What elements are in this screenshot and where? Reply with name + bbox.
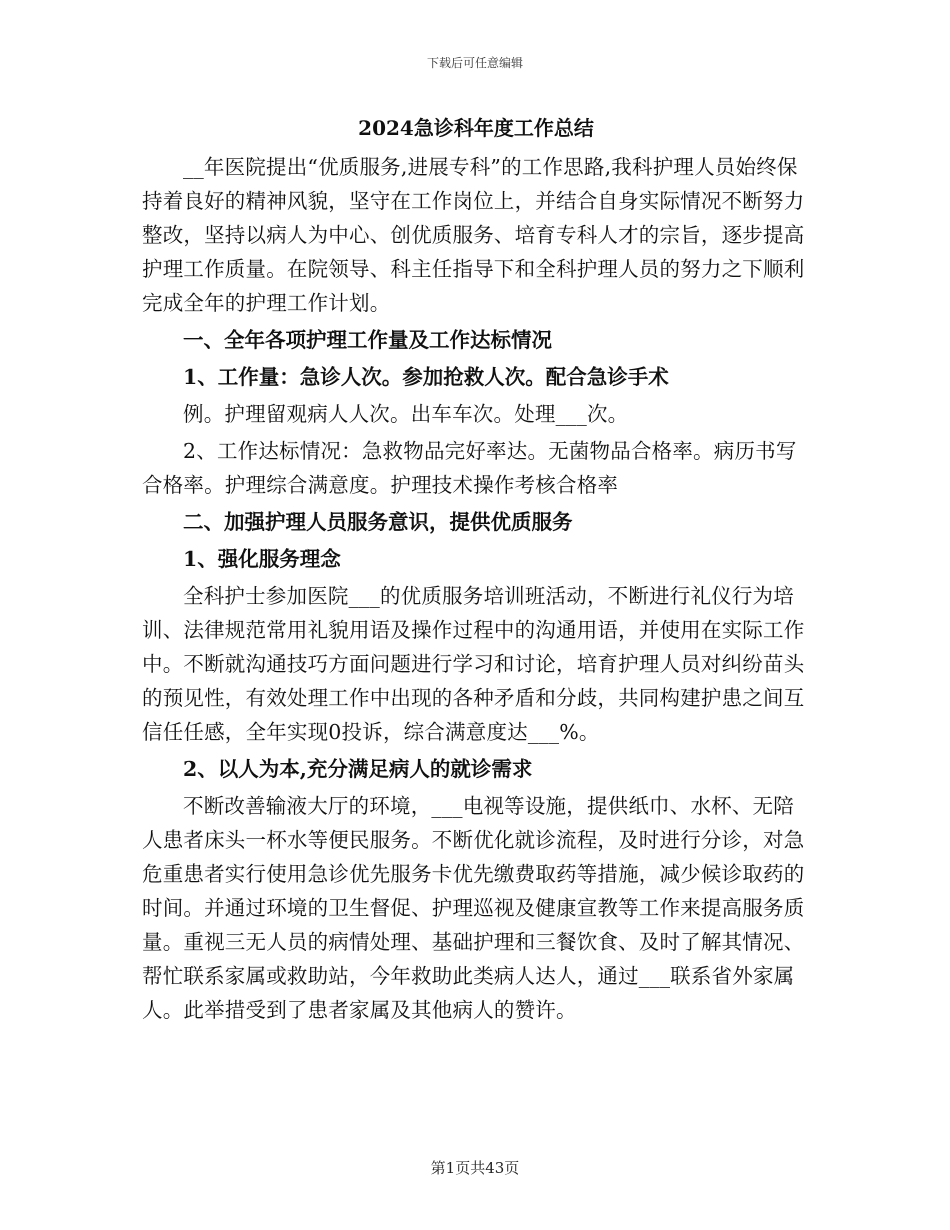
page-footer: 第1页共43页 <box>430 1159 520 1177</box>
paragraph-workload-cont: 例。护理留观病人人次。出车车次。处理___次。 <box>183 402 629 426</box>
section-heading-2: 二、加强护理人员服务意识，提供优质服务 <box>183 510 573 534</box>
paragraph-service-training: 全科护士参加医院___的优质服务培训班活动，不断进行礼仪行为培训、法律规范常用礼貌用语及操作过程中的沟通用语，并使用在实际工作中。不断就沟通技巧方面问题进行学习和讨论，培育护理人员对纠纷苗头的预见性，有效处理工作中出现的各种矛盾和分歧，共同构建护患之间互信任任感，全年实现0投诉，综合满意度达___%。 <box>142 584 805 744</box>
header-note: 下载后可任意编辑 <box>426 56 523 70</box>
subheading-service-concept: 1、强化服务理念 <box>183 547 341 571</box>
paragraph-standards: 2、工作达标情况：急救物品完好率达。无菌物品合格率。病历书写合格率。护理综合满意度。护理技术操作考核合格率 <box>142 439 797 497</box>
subheading-patient-needs: 2、以人为本,充分满足病人的就诊需求 <box>183 757 533 781</box>
paragraph-patient-needs: 不断改善输液大厅的环境，___电视等设施，提供纸巾、水杯、无陪人患者床头一杯水等便民服务。不断优化就诊流程，及时进行分诊，对急危重患者实行使用急诊优先服务卡优先缴费取药等措施，减少候诊取药的时间。并通过环境的卫生督促、护理巡视及健康宣教等工作来提高服务质量。重视三无人员的病情处理、基础护理和三餐饮食、及时了解其情况、帮忙联系家属或救助站，今年救助此类病人达人，通过___联系省外家属人。此举措受到了患者家属及其他病人的赞许。 <box>142 794 805 1022</box>
document-body <box>142 112 810 1030</box>
section-heading-1: 一、全年各项护理工作量及工作达标情况 <box>183 328 552 352</box>
document-title: 2024急诊科年度工作总结 <box>358 116 594 140</box>
paragraph-intro: __年医院提出“优质服务,进展专科”的工作思路,我科护理人员始终保持着良好的精神风貌，坚守在工作岗位上，并结合自身实际情况不断努力整改，坚持以病人为中心、创优质服务、培育专科人才的宗旨，逐步提高护理工作质量。在院领导、科主任指导下和全科护理人员的努力之下顺利完成全年的护理工作计划。 <box>142 155 805 315</box>
subheading-workload: 1、工作量：急诊人次。参加抢救人次。配合急诊手术 <box>183 365 669 389</box>
